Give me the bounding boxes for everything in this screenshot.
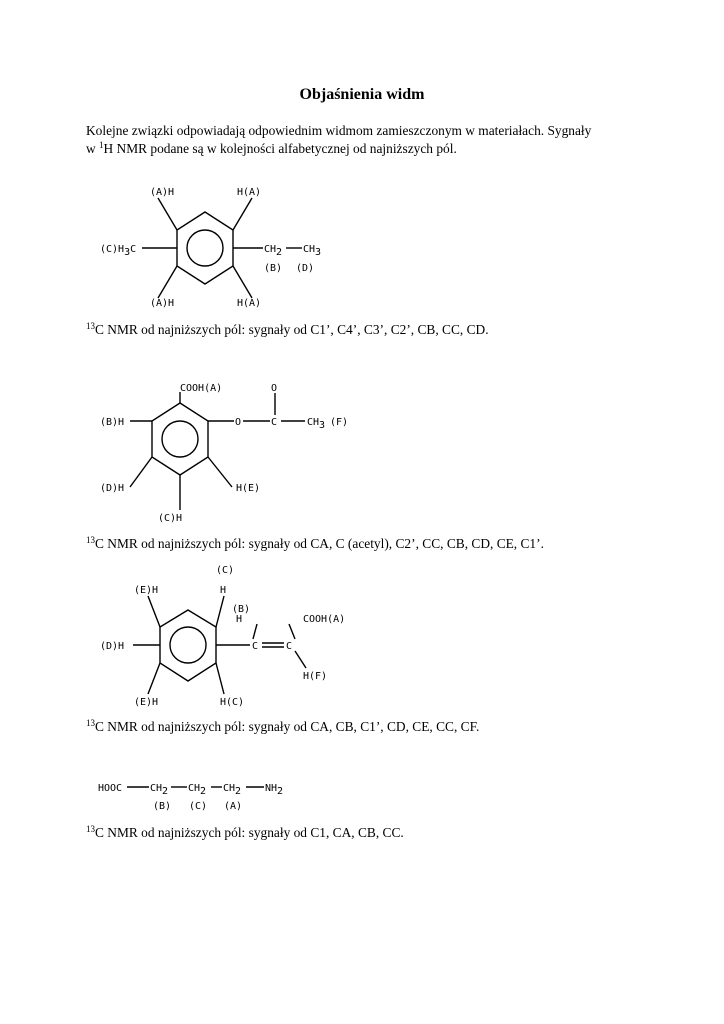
label-hooc: HOOC xyxy=(98,783,123,794)
intro-rest: H NMR podane są w kolejności alfabetycznej od najniższych pól. xyxy=(103,141,457,156)
label-h-c-bottom: H(C) xyxy=(220,697,245,708)
label-carbonyl-o: O xyxy=(271,383,278,394)
caption-text: C NMR od najniższych pól: sygnały od CA, CB, C1’, CD, CE, CC, CF. xyxy=(95,719,480,734)
bond xyxy=(148,596,160,627)
structure-cinnamic-acid xyxy=(0,560,724,710)
label-h-c: (C)H xyxy=(158,513,183,524)
label-ch2-a: CH2 xyxy=(223,783,242,797)
benzene-ring xyxy=(160,610,216,681)
caption-text: C NMR od najniższych pól: sygnały od C1’, C4’, C3’, C2’, CB, CC, CD. xyxy=(95,322,489,337)
label-h-b: (B)H xyxy=(100,417,125,428)
label-c1: C xyxy=(252,641,259,652)
intro-line-1: Kolejne związki odpowiadają odpowiednim widmom zamieszczonym w materiałach. Sygnały xyxy=(86,123,592,138)
bond xyxy=(253,624,257,639)
caption-superscript: 13 xyxy=(86,824,95,834)
intro-line-2 xyxy=(86,140,646,158)
label-h-top: H xyxy=(220,585,227,596)
label-cooh: COOH(A) xyxy=(303,614,346,625)
label-ester-o: O xyxy=(235,417,242,428)
aromatic-circle xyxy=(170,627,206,663)
label-methyl: (C)H3C xyxy=(100,244,137,258)
intro-prefix: w xyxy=(86,141,100,156)
caption-compound-3 xyxy=(86,719,479,735)
bond xyxy=(295,651,306,668)
label-h-top-right: H(A) xyxy=(237,187,262,198)
label-h-e: H(E) xyxy=(236,483,261,494)
label-h-f: H(F) xyxy=(303,671,328,682)
structure-ethyltoluene xyxy=(0,175,724,315)
label-h-top-left: (A)H xyxy=(150,187,175,198)
label-c2: C xyxy=(286,641,293,652)
label-c: (C) xyxy=(189,801,208,812)
benzene-ring xyxy=(152,403,208,475)
bond xyxy=(216,596,224,627)
bond xyxy=(216,663,224,694)
intro-paragraph xyxy=(86,122,646,158)
structure-gaba xyxy=(0,775,724,815)
bond xyxy=(233,266,252,298)
caption-superscript: 13 xyxy=(86,535,95,545)
label-h-e-top: (E)H xyxy=(134,585,159,596)
label-ch2-b: CH2 xyxy=(150,783,169,797)
label-h-e-bottom: (E)H xyxy=(134,697,159,708)
caption-compound-4 xyxy=(86,825,404,841)
structure-aspirin xyxy=(0,375,724,525)
label-ch3: CH3 xyxy=(307,417,326,431)
label-c-top: (C) xyxy=(216,565,235,576)
caption-compound-1 xyxy=(86,322,489,338)
label-a: (A) xyxy=(224,801,243,812)
label-b: (B) xyxy=(264,263,283,274)
bond xyxy=(233,198,252,230)
caption-text: C NMR od najniższych pól: sygnały od C1, CA, CB, CC. xyxy=(95,825,404,840)
page-title: Objaśnienia widm xyxy=(299,86,425,103)
bond xyxy=(289,624,295,639)
label-carbonyl-c: C xyxy=(271,417,278,428)
label-b: (B) xyxy=(232,604,251,615)
aromatic-circle xyxy=(162,421,198,457)
label-h-b: H xyxy=(236,614,243,625)
label-ch2-c: CH2 xyxy=(188,783,207,797)
aromatic-circle xyxy=(187,230,223,266)
caption-text: C NMR od najniższych pól: sygnały od CA, C (acetyl), C2’, CC, CB, CD, CE, C1’. xyxy=(95,536,544,551)
label-h-bottom-left: (A)H xyxy=(150,298,175,309)
bond xyxy=(158,266,177,298)
caption-superscript: 13 xyxy=(86,321,95,331)
label-nh2: NH2 xyxy=(265,783,284,797)
label-ch3: CH3 xyxy=(303,244,322,258)
bond xyxy=(208,457,232,487)
bond xyxy=(158,198,177,230)
label-cooh: COOH(A) xyxy=(180,383,223,394)
label-d: (D) xyxy=(296,263,315,274)
caption-superscript: 13 xyxy=(86,718,95,728)
intro-superscript: 1 xyxy=(99,140,104,150)
label-h-bottom-right: H(A) xyxy=(237,298,262,309)
label-ch2: CH2 xyxy=(264,244,283,258)
label-h-d: (D)H xyxy=(100,483,125,494)
label-f: (F) xyxy=(330,417,349,428)
label-h-d: (D)H xyxy=(100,641,125,652)
caption-compound-2 xyxy=(86,536,544,552)
label-b: (B) xyxy=(153,801,172,812)
bond xyxy=(148,663,160,694)
bond xyxy=(130,457,152,487)
benzene-ring xyxy=(177,212,233,284)
